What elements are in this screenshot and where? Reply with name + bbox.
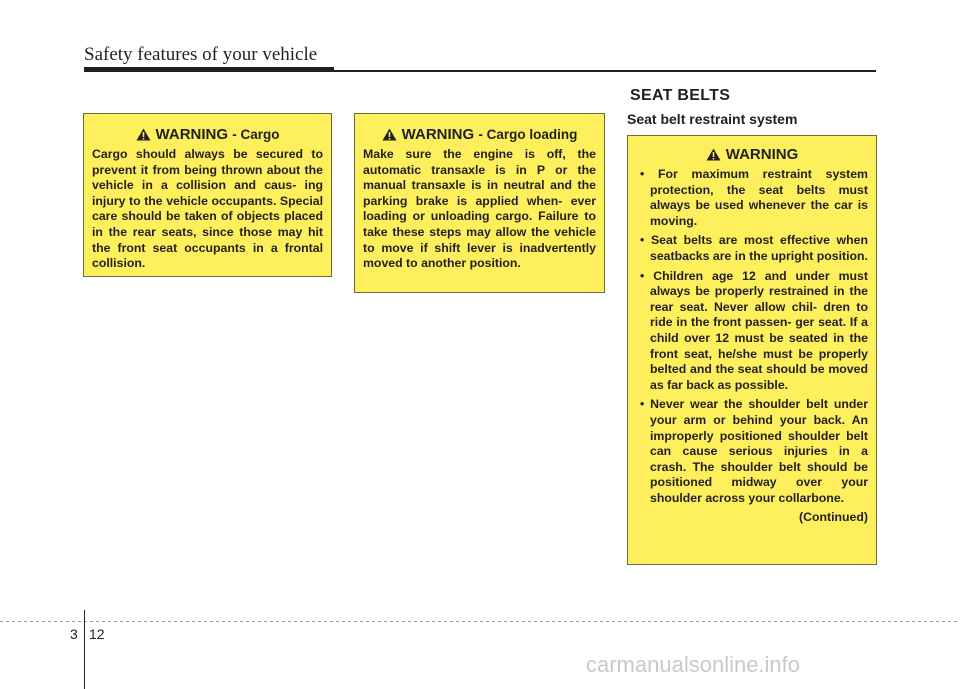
- page-header-title: Safety features of your vehicle: [84, 44, 318, 65]
- continued-label: (Continued): [799, 510, 868, 525]
- warning-sub: - Cargo loading: [478, 127, 578, 142]
- watermark: carmanualsonline.info: [586, 652, 801, 677]
- warning-label: WARNING: [155, 126, 229, 143]
- warning-heading: [363, 126, 596, 143]
- list-item: • For maximum restraint system protection, the seat belts must always be used whenever the car is moving.: [636, 167, 868, 229]
- warning-body: Make sure the engine is off, the automatic transaxle is in P or the manual transaxle is in neutral and the parking brake is applied when- ever loading or unloading cargo. Failure to take these steps may allow the vehicle to move if shift lever is inadvertently moved to another position.: [363, 147, 596, 271]
- footer-rule: [0, 621, 960, 622]
- warning-body: Cargo should always be secured to prevent it from being thrown about the vehicle in a collision and caus- ing injury to the vehicle occupants. Special care should be taken of objects placed in the rear seats, since those may hit the front seat occupants in a frontal collision.: [92, 147, 323, 271]
- warning-label: WARNING: [725, 146, 799, 163]
- header-rule-thin: [334, 70, 876, 72]
- footer-divider: [84, 610, 85, 689]
- warning-box-seat-belts: [627, 135, 877, 565]
- warning-triangle-icon: [706, 148, 721, 161]
- page-number: 12: [89, 626, 105, 642]
- warning-sub: - Cargo: [232, 127, 280, 142]
- warning-triangle-icon: [382, 128, 397, 141]
- list-item: • Never wear the shoulder belt under your arm or behind your back. An improperly positioned shoulder belt can cause serious injuries in a crash. The shoulder belt should be positioned midway over your shoulder across your collarbone.: [636, 397, 868, 506]
- chapter-number: 3: [70, 626, 78, 642]
- section-subtitle: Seat belt restraint system: [627, 111, 798, 127]
- warning-box-cargo: [83, 113, 332, 277]
- section-title: SEAT BELTS: [630, 87, 731, 104]
- warning-triangle-icon: [136, 128, 151, 141]
- warning-heading: [92, 126, 323, 143]
- warning-heading: [636, 146, 868, 163]
- list-item: • Children age 12 and under must always be properly restrained in the rear seat. Never allow chil- dren to ride in the front passen- ger seat. If a child over 12 must be seated in the front seat, he/she must be properly belted and the seat should be moved as far back as possible.: [636, 269, 868, 394]
- warning-box-cargo-loading: [354, 113, 605, 293]
- warning-list: [636, 167, 868, 506]
- warning-label: WARNING: [401, 126, 475, 143]
- header-rule-thick: [84, 67, 334, 72]
- list-item: • Seat belts are most effective when seatbacks are in the upright position.: [636, 233, 868, 264]
